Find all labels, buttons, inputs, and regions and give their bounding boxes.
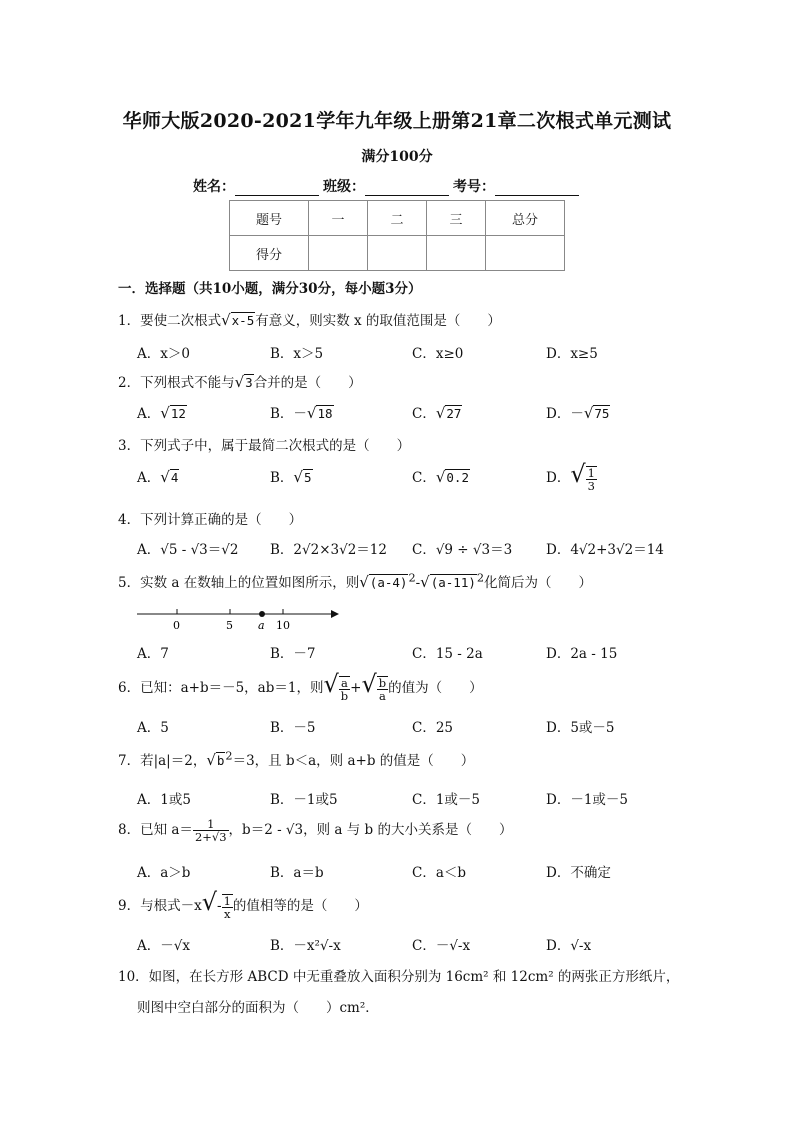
radicand: 12 <box>170 406 186 421</box>
q7-stem-post: ＝3，且 b＜a，则 a+b 的值是（ ） <box>232 753 475 769</box>
q9-stem-pre: 9．与根式－x <box>118 898 202 914</box>
q7-option-d[interactable]: D．－1或－5 <box>546 792 629 808</box>
q5-option-b[interactable]: B．－7 <box>270 646 316 662</box>
radical-sign: √ <box>361 670 377 698</box>
exponent: 2 <box>408 571 416 585</box>
option-label: A． <box>137 470 161 486</box>
q6-stem-post: 的值为（ ） <box>388 680 483 696</box>
question-2 <box>118 371 362 391</box>
score-cell: 得分 <box>230 236 309 271</box>
q9-option-a[interactable]: A．－√x <box>137 938 190 954</box>
q2-option-d[interactable] <box>546 402 610 422</box>
radical-sign: √ <box>201 888 217 916</box>
radicand: 75 <box>594 406 610 421</box>
q2-option-c[interactable] <box>412 402 462 422</box>
numerator: 1 <box>223 893 231 908</box>
radicand: 18 <box>317 406 333 421</box>
score-empty-cell[interactable] <box>368 236 427 271</box>
question-9 <box>118 888 368 920</box>
q8-stem-pre: 8．已知 a＝ <box>118 822 193 838</box>
score-table <box>229 200 565 271</box>
denominator: a <box>379 688 386 703</box>
q2-stem-post: 合并的是（ ） <box>253 375 362 391</box>
exam-no-label: 考号： <box>453 179 495 195</box>
radicand: 4 <box>170 470 179 485</box>
q3-option-c[interactable] <box>412 466 470 486</box>
denominator: 3 <box>587 478 595 493</box>
q5-stem-pre: 5．实数 a 在数轴上的位置如图所示，则 <box>118 575 360 591</box>
q3-option-a[interactable] <box>137 466 179 486</box>
q9-stem-post: 的值相等的是（ ） <box>232 898 368 914</box>
q2-stem-pre: 2．下列根式不能与 <box>118 375 235 391</box>
denominator: x <box>223 906 231 921</box>
q4-option-b[interactable]: B．2√2×3√2＝12 <box>270 542 387 558</box>
option-label: D．－ <box>546 406 584 422</box>
exponent: 2 <box>476 571 485 585</box>
question-5 <box>118 571 592 591</box>
q8-option-b[interactable]: B．a＝b <box>270 865 324 881</box>
q6-stem-pre: 6．已知：a+b＝－5，ab＝1，则 <box>118 680 324 696</box>
score-cell: 总分 <box>486 201 565 236</box>
question-10-line-1: 10．如图，在长方形 ABCD 中无重叠放入面积分别为 16cm² 和 12cm² 的两张正方形纸片， <box>118 969 680 985</box>
score-empty-cell[interactable] <box>486 236 565 271</box>
radical: √(a-4) <box>359 573 408 591</box>
numerator: b <box>378 675 387 690</box>
question-8 <box>118 818 512 843</box>
q7-option-c[interactable]: C．1或－5 <box>412 792 481 808</box>
radicand: x-5 <box>231 313 255 328</box>
question-1 <box>118 309 501 329</box>
fraction <box>193 818 229 843</box>
score-cell: 二 <box>368 201 427 236</box>
radical: √3 <box>234 373 253 391</box>
q1-stem-post: 有意义，则实数 x 的取值范围是（ ） <box>255 313 501 329</box>
q1-option-b[interactable]: B．x＞5 <box>270 346 324 362</box>
exam-title: 华师大版2020-2021学年九年级上册第21章二次根式单元测试 <box>122 110 672 132</box>
score-table-header-row <box>230 201 565 236</box>
radicand: 5 <box>303 470 312 485</box>
radical: √x-5 <box>221 311 255 329</box>
q1-option-c[interactable]: C．x≥0 <box>412 346 464 362</box>
number-line-arrow-icon <box>331 610 339 618</box>
question-3: 3．下列式子中，属于最简二次根式的是（ ） <box>118 438 411 454</box>
radical: √27 <box>435 404 462 422</box>
operator: - <box>217 898 222 914</box>
radical: √5 <box>293 468 312 486</box>
q7-option-a[interactable]: A．1或5 <box>137 792 191 808</box>
fraction <box>586 466 597 492</box>
q5-option-c[interactable]: C．15 - 2a <box>412 646 483 662</box>
radicand: (a-4) <box>369 575 408 590</box>
q9-option-b[interactable]: B．－x²√-x <box>270 938 341 954</box>
q8-option-c[interactable]: C．a＜b <box>412 865 467 881</box>
q5-option-d[interactable]: D．2a - 15 <box>546 646 618 662</box>
exam-no-blank[interactable] <box>495 181 579 196</box>
question-6 <box>118 670 483 702</box>
q6-option-c[interactable]: C．25 <box>412 720 454 736</box>
q2-option-a[interactable] <box>137 402 187 422</box>
q9-option-d[interactable]: D．√-x <box>546 938 592 954</box>
tick-label: 5 <box>226 619 233 632</box>
option-label: D． <box>546 470 571 486</box>
radical: √75 <box>583 404 610 422</box>
q6-option-d[interactable]: D．5或－5 <box>546 720 615 736</box>
fraction <box>339 676 350 702</box>
question-10-line-2: 则图中空白部分的面积为（ ）cm²． <box>137 1000 379 1016</box>
radical: √b <box>206 751 225 769</box>
radical: √4 <box>160 468 179 486</box>
q6-option-b[interactable]: B．－5 <box>270 720 316 736</box>
radicand: b <box>216 753 225 768</box>
radicand: 3 <box>245 375 253 390</box>
q4-option-d[interactable]: D．4√2+3√2＝14 <box>546 542 664 558</box>
q3-option-b[interactable] <box>270 466 313 486</box>
q8-stem-post: ，b＝2 - √3，则 a 与 b 的大小关系是（ ） <box>228 822 513 838</box>
radical-sign: √ <box>570 460 586 488</box>
numerator: 1 <box>587 465 595 480</box>
radical: √18 <box>306 404 333 422</box>
point-label: a <box>258 619 265 632</box>
radicand: 27 <box>446 406 462 421</box>
full-score: 满分100分 <box>361 149 433 165</box>
tick-label: 0 <box>173 619 180 632</box>
q7-stem-pre: 7．若|a|＝2， <box>118 753 207 769</box>
q1-option-d[interactable]: D．x≥5 <box>546 346 598 362</box>
score-table-score-row <box>230 236 565 271</box>
option-label: C． <box>412 470 436 486</box>
q4-option-a[interactable]: A．√5 - √3＝√2 <box>137 542 239 558</box>
name-blank[interactable] <box>235 181 319 196</box>
class-label: 班级： <box>323 179 365 195</box>
denominator: b <box>340 688 349 703</box>
q9-option-c[interactable]: C．－√-x <box>412 938 471 954</box>
option-label: A． <box>137 406 161 422</box>
q1-stem-pre: 1．要使二次根式 <box>118 313 222 329</box>
point-a <box>259 611 265 617</box>
q8-option-d[interactable]: D．不确定 <box>546 865 611 881</box>
q4-option-c[interactable]: C．√9 ÷ √3＝3 <box>412 542 513 558</box>
numerator: a <box>339 677 350 690</box>
class-blank[interactable] <box>365 181 449 196</box>
exponent: 2 <box>225 749 233 763</box>
score-empty-cell[interactable] <box>309 236 368 271</box>
radicand: (a-11) <box>430 575 476 590</box>
q3-option-d[interactable] <box>546 460 597 492</box>
denominator: 2+√3 <box>194 830 227 844</box>
q6-option-a[interactable]: A．5 <box>137 720 169 736</box>
q1-option-a[interactable]: A．x＞0 <box>137 346 190 362</box>
radicand: 0.2 <box>446 470 469 485</box>
q2-option-b[interactable] <box>270 402 334 422</box>
fraction <box>222 894 233 920</box>
section-heading: 一．选择题（共10小题，满分30分，每小题3分） <box>118 281 422 297</box>
tick-label: 10 <box>276 619 290 632</box>
question-4: 4．下列计算正确的是（ ） <box>118 512 303 528</box>
score-cell: 题号 <box>230 201 309 236</box>
option-label: B． <box>270 470 294 486</box>
radical: √(a-11) <box>420 573 476 591</box>
score-cell: 一 <box>309 201 368 236</box>
operator: - <box>415 575 421 591</box>
name-label: 姓名： <box>193 179 235 195</box>
score-cell: 三 <box>427 201 486 236</box>
q5-stem-post: 化简后为（ ） <box>484 575 593 591</box>
radical: √0.2 <box>435 468 469 486</box>
score-empty-cell[interactable] <box>427 236 486 271</box>
student-info-line <box>193 176 583 196</box>
option-label: B．－ <box>270 406 307 422</box>
question-7 <box>118 749 474 769</box>
option-label: C． <box>412 406 436 422</box>
operator: + <box>350 680 362 696</box>
q5-option-a[interactable]: A．7 <box>137 646 169 662</box>
radical-sign: √ <box>323 670 339 698</box>
q7-option-b[interactable]: B．－1或5 <box>270 792 338 808</box>
q8-option-a[interactable]: A．a＞b <box>137 865 191 881</box>
radical: √12 <box>160 404 186 422</box>
numerator: 1 <box>193 818 229 831</box>
fraction <box>377 676 388 702</box>
number-line-figure <box>137 606 347 632</box>
